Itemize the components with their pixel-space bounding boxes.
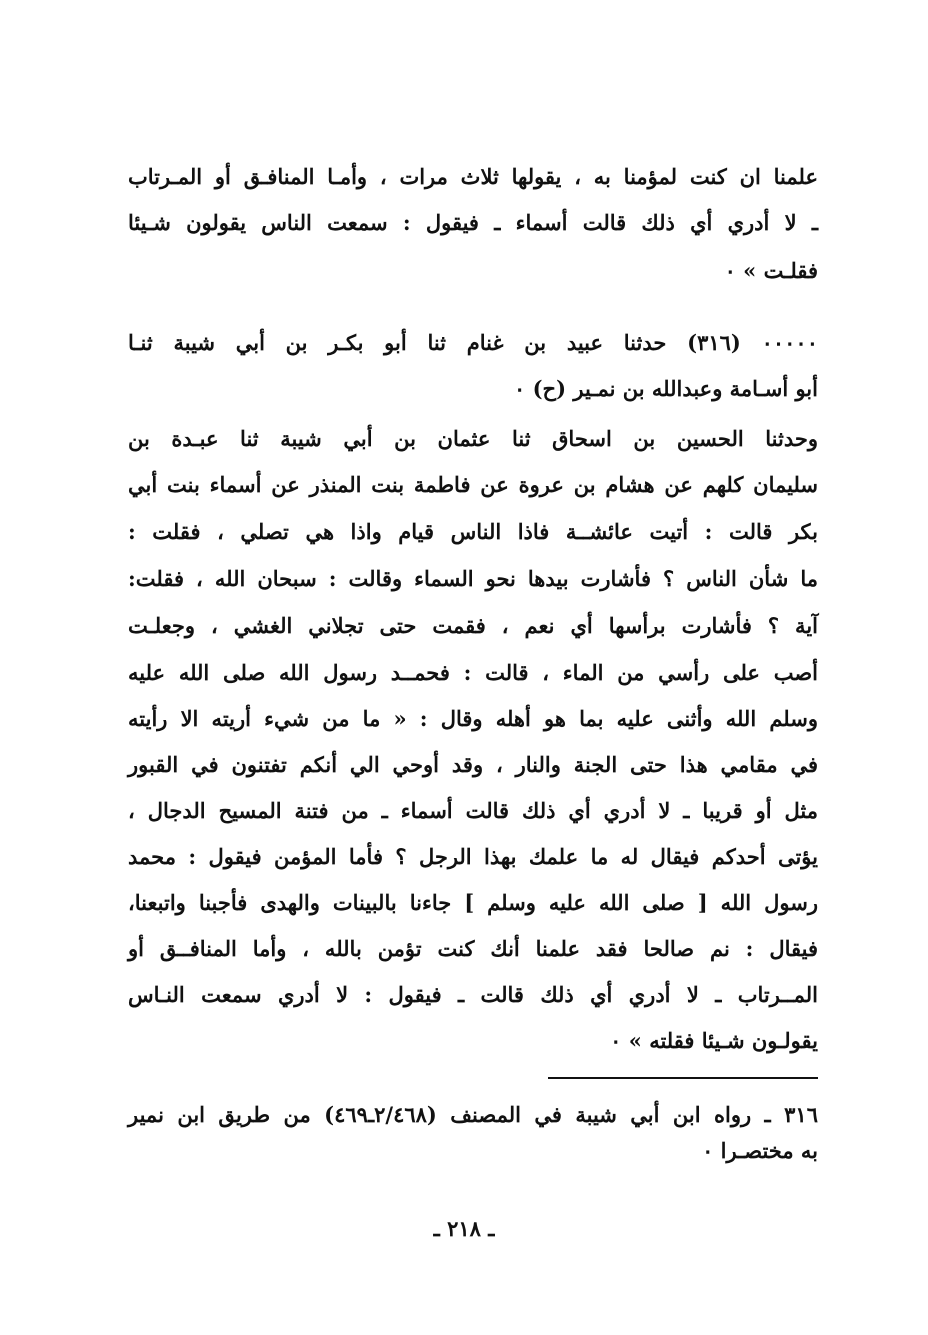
text-line: آية ؟ فأشارت برأسها أي نعم ، فقمت حتى تجلاني الغشي ، وجعلـت [128, 613, 818, 638]
text-line: سليمان كلهم عن هشام بن عروة عن فاطمة بنت المنذر عن أسماء بنت أبي [128, 472, 818, 497]
hadith-heading-line: ٠٠٠٠٠ (٣١٦) حدثنا عبيد بن غنام ثنا أبو بكـر بن أبي شيبة ثنـا [128, 330, 818, 355]
text-line: ـ لا أدري أي ذلك قالت أسماء ـ فيقول : سمعت الناس يقولون شـيئا [128, 210, 818, 235]
text-line: بكر قالت : أتيت عائشــة فاذا الناس قيام واذا هي تصلي ، فقلت : [128, 519, 818, 544]
text-line: يقولـون شـيئا فقلته » ٠ [610, 1028, 818, 1053]
text-line: وحدثنا الحسين بن اسحاق ثنا عثمان بن أبي شيبة ثنا عبـدة بن [128, 426, 818, 451]
footnote-separator [548, 1077, 818, 1079]
text-line: أصب على رأسي من الماء ، قالت : فحمــد رسول الله صلى الله عليه [128, 660, 818, 685]
text-line: يؤتى أحدكم فيقال له ما علمك بهذا الرجل ؟ فأما المؤمن فيقول : محمد [128, 844, 818, 869]
page-number: ـ ٢١٨ ـ [433, 1216, 495, 1241]
text-line: ما شأن الناس ؟ فأشارت بيدها نحو السماء وقالت : سبحان الله ، فقلت: [128, 566, 818, 591]
text-line: فيقال : نم صالحا فقد علمنا أنك كنت تؤمن بالله ، وأما المنافــق أو [128, 936, 818, 961]
text-line: فقلـت » ٠ [724, 258, 818, 283]
footnote-line: به مختصـرا ٠ [702, 1138, 818, 1163]
text-line: المــرتاب ـ لا أدري أي ذلك قالت ـ فيقول : لا أدري سمعت النـاس [128, 982, 818, 1007]
text-line: رسول الله [ صلى الله عليه وسلم ] جاءنا بالبينات والهدى فأجبنا واتبعنا، [128, 890, 818, 915]
text-line: علمنا ان كنت لمؤمنا به ، يقولها ثلاث مرات ، وأمـا المنافـق أو المـرتاب [128, 164, 818, 189]
text-line: في مقامي هذا حتى الجنة والنار ، وقد أوحي الي أنكم تفتنون في القبور [128, 752, 818, 777]
footnote-line: ٣١٦ ـ رواه ابن أبي شيبة في المصنف (٢/٤٦٨ـ٤٦٩) من طريق ابن نمير [128, 1102, 818, 1127]
text-line: وسلم الله وأثنى عليه بما هو أهله وقال : « ما من شيء أريته الا رأيته [128, 706, 818, 731]
text-line: أبو أسـامة وعبدالله بن نمـير (ح) ٠ [514, 376, 818, 401]
text-line: مثل أو قريبا ـ لا أدري أي ذلك قالت أسماء ـ من فتنة المسيح الدجال ، [128, 798, 818, 823]
